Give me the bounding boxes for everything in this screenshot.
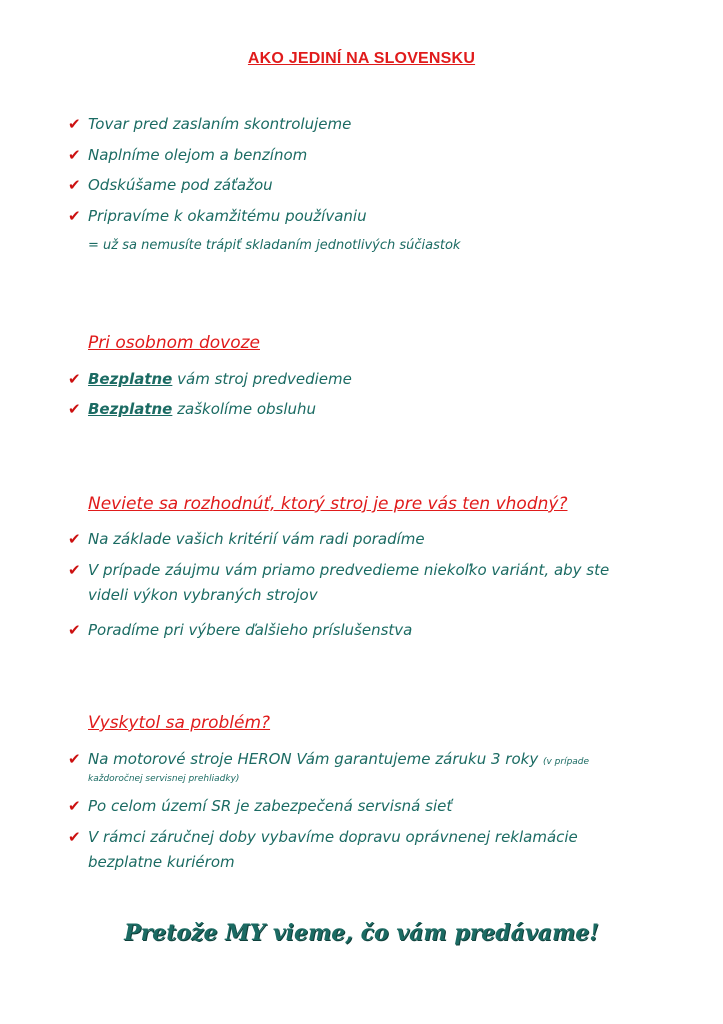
list-item: ✔ Bezplatne zaškolíme obsluhu [68,396,316,422]
list-item: ✔ Odskúšame pod záťažou [68,172,273,198]
check-icon: ✔ [68,750,81,768]
list-item: ✔ Poradíme pri výbere ďalšieho príslušenstva [68,617,412,643]
list-item: ✔ Na základe vašich kritérií vám radi poradíme [68,526,425,552]
list-item: ✔ Pripravíme k okamžitému používaniu [68,203,367,229]
check-icon: ✔ [68,146,81,164]
page-title: AKO JEDINÍ NA SLOVENSKU [247,50,476,67]
section-heading: Pri osobnom dovoze [88,333,260,353]
list-item: ✔ Na motorové stroje HERON Vám garantujeme záruku 3 roky (v prípade [68,746,589,775]
footer-slogan: Pretože MY vieme, čo vám predávame! [124,920,599,946]
check-icon: ✔ [68,561,81,579]
list-item: ✔ Po celom území SR je zabezpečená servisná sieť [68,793,452,819]
list-item: ✔ Bezplatne vám stroj predvedieme [68,366,352,392]
check-icon: ✔ [68,176,81,194]
list-item-continuation: každoročnej servisnej prehliadky) [88,774,240,784]
check-icon: ✔ [68,621,81,639]
list-item: ✔ V rámci záručnej doby vybavíme dopravu oprávnenej reklamácie [68,824,578,850]
list-note: = už sa nemusíte trápiť skladaním jednotlivých súčiastok [88,238,461,253]
list-item-continuation: videli výkon vybraných strojov [88,586,318,604]
check-icon: ✔ [68,828,81,846]
check-icon: ✔ [68,370,81,388]
section-heading: Neviete sa rozhodnúť, ktorý stroj je pre vás ten vhodný? [88,494,568,514]
check-icon: ✔ [68,400,81,418]
check-icon: ✔ [68,530,81,548]
list-item-continuation: bezplatne kuriérom [88,853,235,871]
check-icon: ✔ [68,797,81,815]
list-item: ✔ Tovar pred zaslaním skontrolujeme [68,111,351,137]
list-item: ✔ Naplníme olejom a benzínom [68,142,307,168]
check-icon: ✔ [68,207,81,225]
list-item: ✔ V prípade záujmu vám priamo predvedieme niekoľko variánt, aby ste [68,557,609,583]
section-heading: Vyskytol sa problém? [88,713,271,733]
check-icon: ✔ [68,115,81,133]
